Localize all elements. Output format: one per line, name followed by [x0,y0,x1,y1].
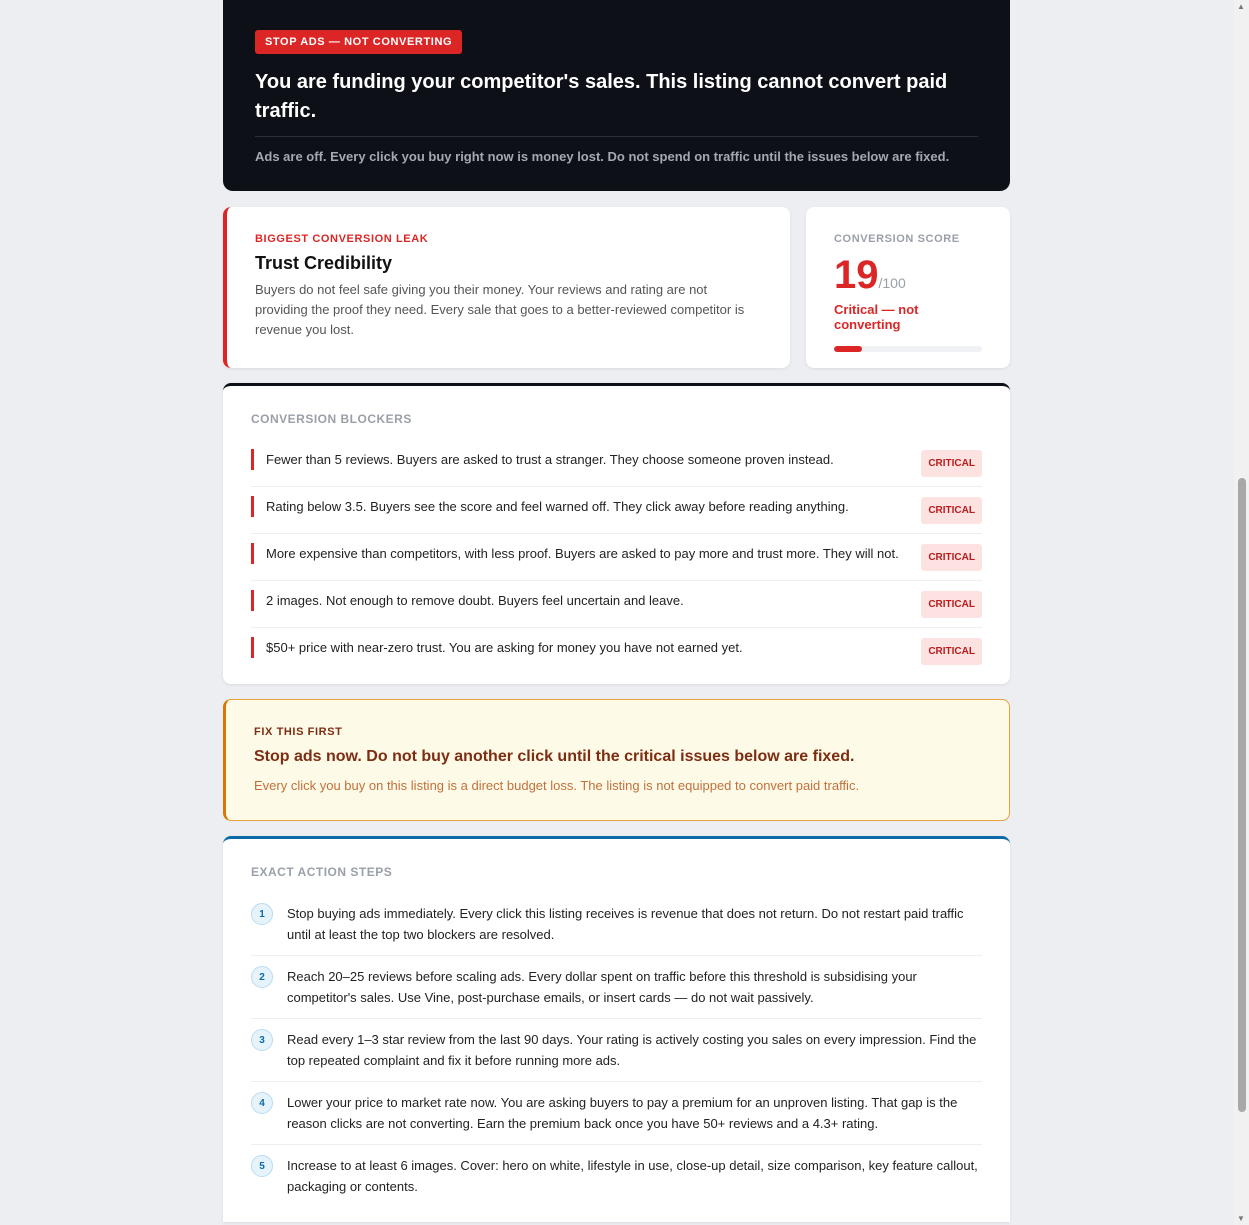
action-step [251,956,982,1019]
action-step [251,893,982,956]
critical-badge: CRITICAL [921,638,982,665]
step-text: Increase to at least 6 images. Cover: hero on white, lifestyle in use, close-up detail, size comparison, key feature callout, packaging or contents. [287,1158,978,1194]
blocker-item [251,581,982,628]
conversion-score-card [806,207,1010,368]
blocker-item [251,440,982,487]
stop-ads-badge: STOP ADS — NOT CONVERTING [255,30,462,54]
step-number: 5 [251,1155,273,1177]
blocker-text: Fewer than 5 reviews. Buyers are asked to trust a stranger. They choose someone proven instead. [251,449,901,470]
step-number: 3 [251,1029,273,1051]
hero-subtitle: Ads are off. Every click you buy right now is money lost. Do not spend on traffic until the issues below are fixed. [255,149,950,164]
blockers-title: CONVERSION BLOCKERS [251,412,412,426]
score-max: /100 [878,275,906,291]
score-value: 19 [834,253,879,297]
conversion-blockers-card [223,383,1010,684]
action-step [251,1082,982,1145]
fix-first-callout [223,699,1010,821]
step-number: 2 [251,966,273,988]
critical-badge: CRITICAL [921,450,982,477]
action-steps-card [223,836,1010,1222]
leak-title: Trust Credibility [255,253,393,273]
step-number: 1 [251,903,273,925]
hero-title: You are funding your competitor's sales. This listing cannot convert paid traffic. [255,68,978,137]
scrollbar-thumb[interactable] [1238,478,1246,1112]
steps-title: EXACT ACTION STEPS [251,865,393,879]
critical-badge: CRITICAL [921,497,982,524]
blocker-text: Rating below 3.5. Buyers see the score and feel warned off. They click away before reading anything. [251,496,901,517]
hero-banner [223,0,1010,191]
report [223,0,1010,1222]
action-step [251,1019,982,1082]
score-status: Critical — not converting [834,302,919,332]
fix-body: Every click you buy on this listing is a direct budget loss. The listing is not equipped to convert paid traffic. [254,778,860,793]
fix-label: FIX THIS FIRST [254,726,343,738]
score-label: CONVERSION SCORE [834,233,960,245]
score-progress-fill [834,346,862,352]
critical-badge: CRITICAL [921,544,982,571]
step-number: 4 [251,1092,273,1114]
blocker-text: $50+ price with near-zero trust. You are asking for money you have not earned yet. [251,637,901,658]
blocker-text: More expensive than competitors, with less proof. Buyers are asked to pay more and trust more. They will not. [251,543,901,564]
fix-title: Stop ads now. Do not buy another click until the critical issues below are fixed. [254,748,855,765]
blocker-text: 2 images. Not enough to remove doubt. Buyers feel uncertain and leave. [251,590,901,611]
critical-badge: CRITICAL [921,591,982,618]
leak-body: Buyers do not feel safe giving you their money. Your reviews and rating are not providing the proof they need. Every sale that goes to a better-reviewed competitor is revenue you lost. [255,282,745,337]
biggest-leak-card [223,207,790,368]
scroll-up-icon[interactable]: ▲ [1237,2,1245,11]
step-text: Read every 1–3 star review from the last 90 days. Your rating is actively costing you sales on every impression. Find the top repeated complaint and fix it before running more ads. [287,1032,977,1068]
blocker-item [251,487,982,534]
action-step [251,1145,982,1207]
leak-label: BIGGEST CONVERSION LEAK [255,233,429,245]
score-progress-bar [834,346,982,352]
step-text: Lower your price to market rate now. You are asking buyers to pay a premium for an unproven listing. That gap is the reason clicks are not converting. Earn the premium back once you have 50+ reviews and a 4.3+ rating. [287,1095,958,1131]
step-text: Reach 20–25 reviews before scaling ads. Every dollar spent on traffic before this threshold is subsidising your competitor's sales. Use Vine, post-purchase emails, or insert cards — do not wait passively. [287,969,917,1005]
blocker-item [251,534,982,581]
step-text: Stop buying ads immediately. Every click this listing receives is revenue that does not return. Do not restart paid traffic until at least the top two blockers are resolved. [287,906,964,942]
blocker-item [251,628,982,674]
scrollbar[interactable] [1234,0,1249,1225]
scroll-down-icon[interactable]: ▼ [1237,1214,1245,1223]
